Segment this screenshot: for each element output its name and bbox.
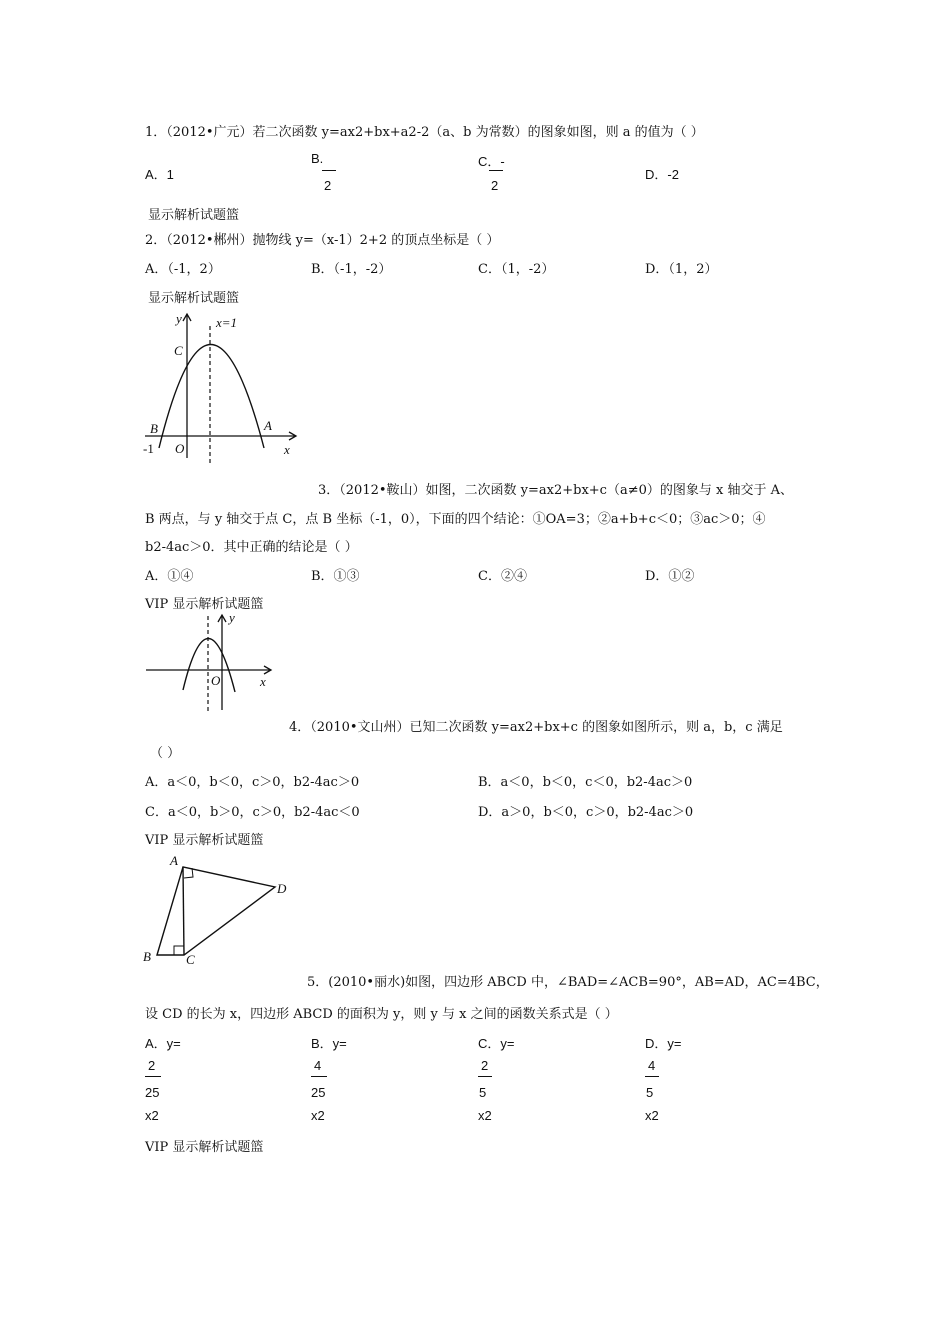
q2-option-b: B．（-1，-2） [311,262,392,277]
q3-show-solution-link[interactable]: VIP 显示解析试题篮 [145,597,264,612]
q1-option-d: D．-2 [645,167,679,182]
q1-show-solution-link[interactable]: 显示解析试题篮 [148,208,240,223]
q5-option-d-fraction-bar [645,1076,659,1077]
q3-option-c: C．②④ [478,569,527,584]
q5-show-solution-link[interactable]: VIP 显示解析试题篮 [145,1140,264,1155]
q5-option-d-denominator: 5 [646,1085,654,1100]
q2-stem: 2．（2012•郴州）抛物线 y=（x-1）2+2 的顶点坐标是（ ） [145,233,500,248]
q2-show-solution-link[interactable]: 显示解析试题篮 [148,291,240,306]
q5-option-b-power: x2 [311,1108,325,1123]
q2-option-d: D．（1，2） [645,262,718,277]
q1-option-b-denominator: 2 [324,178,332,193]
q1-option-c-fraction-bar [489,170,503,171]
q1-stem: 1．（2012•广元）若二次函数 y=ax2+bx+a2-2（a、b 为常数）的图象如图，则 a 的值为（ ） [145,125,704,140]
q4-show-solution-link[interactable]: VIP 显示解析试题篮 [145,833,264,848]
q3-parabola-figure [140,308,310,468]
q5-option-a-label: A．y= [145,1036,181,1051]
q4-option-a: A．a＜0，b＜0，c＞0，b2-4ac＞0 [145,775,360,790]
q5-quadrilateral-figure [140,850,300,965]
q4-stem-line1: 4．（2010•文山州）已知二次函数 y=ax2+bx+c 的图象如图所示，则 a，b，c 满足 [289,720,783,735]
q4-option-c: C．a＜0，b＞0，c＞0，b2-4ac＜0 [145,805,360,820]
q2-option-a: A．（-1，2） [145,262,221,277]
fig4-origin: O [211,673,221,688]
q5-option-c-fraction-bar [478,1076,492,1077]
q1-option-c-label: C．- [478,154,505,169]
fig5-point-d: D [277,881,287,896]
q4-parabola-figure [143,612,283,712]
q5-option-b-label: B．y= [311,1036,347,1051]
q2-option-c: C．（1，-2） [478,262,555,277]
q5-option-c-denominator: 5 [479,1085,487,1100]
q3-option-a: A．①④ [145,569,194,584]
q5-option-d-power: x2 [645,1108,659,1123]
q5-option-a-fraction-bar [145,1076,161,1077]
fig4-y-label: y [229,610,235,625]
q5-option-b-numerator: 4 [314,1058,322,1073]
q5-option-b-denominator: 25 [311,1085,326,1100]
fig3-x-label: x [284,442,290,457]
q1-option-c-denominator: 2 [491,178,499,193]
fig3-point-a: A [264,418,272,433]
fig5-point-a: A [170,853,178,868]
fig4-x-label: x [260,674,266,689]
fig3-minus-one: -1 [143,441,154,456]
q5-option-c-power: x2 [478,1108,492,1123]
fig5-point-b: B [143,949,151,964]
q4-stem-line2: （ ） [150,746,181,761]
q5-option-b-fraction-bar [311,1076,327,1077]
q3-stem-line1: 3．（2012•鞍山）如图，二次函数 y=ax2+bx+c（a≠0）的图象与 x 轴交于 A、 [318,483,793,498]
q5-option-d-label: D．y= [645,1036,682,1051]
q5-option-c-label: C．y= [478,1036,515,1051]
q5-stem-line2: 设 CD 的长为 x，四边形 ABCD 的面积为 y，则 y 与 x 之间的函数关系式是（ ） [145,1007,618,1022]
q3-option-d: D．①② [645,569,695,584]
q5-option-c-numerator: 2 [481,1058,489,1073]
q3-stem-line3: b2-4ac＞0．其中正确的结论是（ ） [145,540,358,555]
fig3-origin: O [175,441,185,456]
fig3-axis-equation: x=1 [216,315,238,330]
q5-option-a-numerator: 2 [148,1058,156,1073]
q5-option-d-numerator: 4 [648,1058,656,1073]
q1-option-b-fraction-bar [322,170,336,171]
q5-option-a-denominator: 25 [145,1085,160,1100]
q4-option-b: B．a＜0，b＜0，c＜0，b2-4ac＞0 [478,775,693,790]
q5-option-a-power: x2 [145,1108,159,1123]
q4-option-d: D．a＞0，b＜0，c＞0，b2-4ac＞0 [478,805,694,820]
q1-option-b-label: B. [311,151,324,166]
q3-option-b: B．①③ [311,569,360,584]
q3-stem-line2: B 两点，与 y 轴交于点 C，点 B 坐标（-1，0），下面的四个结论：①OA=3；②a+b+c＜0；③ac＞0；④ [145,512,766,527]
fig3-y-label: y [176,311,182,326]
q1-option-a: A．1 [145,167,174,182]
q5-stem-line1: 5．(2010•丽水)如图，四边形 ABCD 中，∠BAD=∠ACB=90°，AB=AD，AC=4BC， [307,975,829,990]
fig5-point-c: C [186,952,195,967]
fig3-point-b: B [150,421,158,436]
fig3-point-c: C [174,343,183,358]
